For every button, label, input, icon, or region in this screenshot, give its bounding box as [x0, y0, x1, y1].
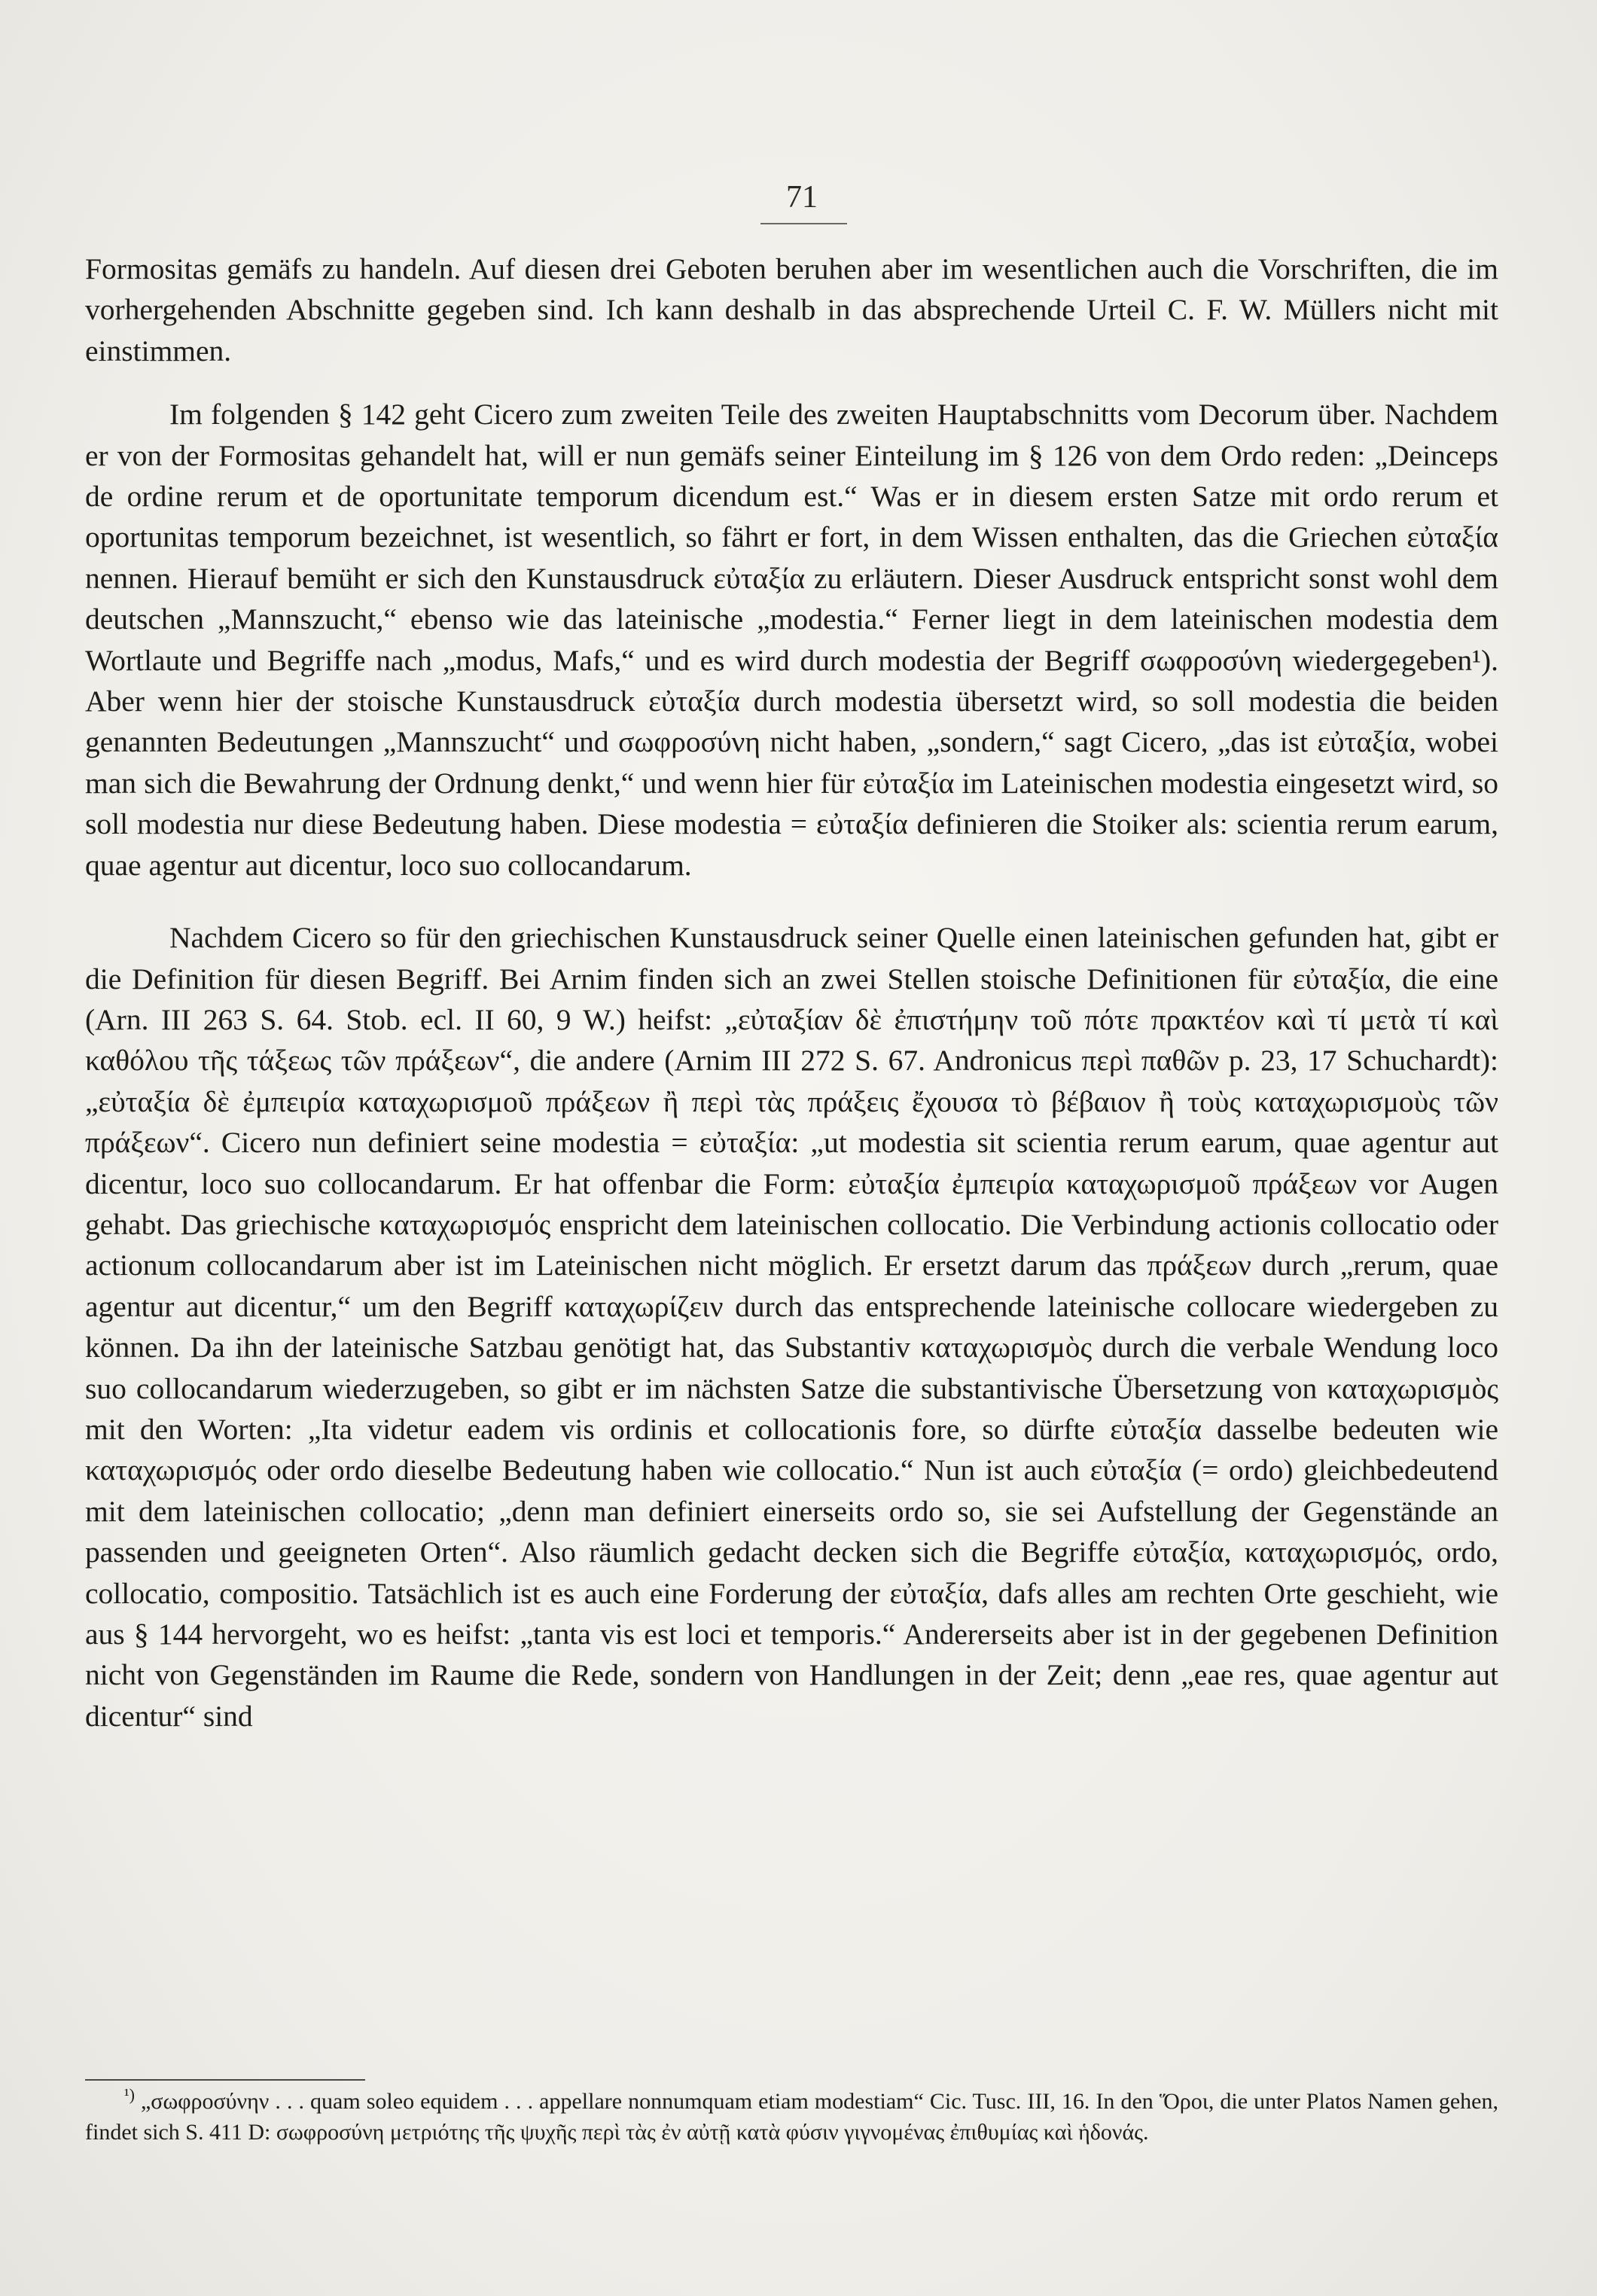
footnote-1-text: „σωφροσύνην . . . quam soleo equidem . . . appellare nonnumquam etiam modestiam“ Cic. Tusc. III, 16. In den Ὅροι, die unter Platos Namen gehen, findet sich S. 411 D: σωφροσύνη μετριότης τῆς ψυχῆς περὶ τὰς ἐν αὐτῇ κατὰ φύσιν γιγνομένας ἐπιθυμίας καὶ ἡδονάς.	[85, 2089, 1498, 2145]
paragraph-3: Nachdem Cicero so für den griechischen Kunstausdruck seiner Quelle einen lateinischen gefunden hat, gibt er die Definition für diesen Begriff. Bei Arnim finden sich an zwei Stellen stoische Definitionen für εὐταξία, die eine (Arn. III 263 S. 64. Stob. ecl. II 60, 9 W.) heifst: „εὐταξίαν δὲ ἐπιστήμην τοῦ πότε πρακτέον καὶ τί μετὰ τί καὶ καθόλου τῆς τάξεως τῶν πράξεων“, die andere (Arnim III 272 S. 67. Andronicus περὶ παθῶν p. 23, 17 Schuchardt): „εὐταξία δὲ ἐμπειρία καταχωρισμοῦ πράξεων ἢ περὶ τὰς πράξεις ἔχουσα τὸ βέβαιον ἢ τοὺς καταχωρισμοὺς τῶν πράξεων“. Cicero nun definiert seine modestia = εὐταξία: „ut modestia sit scientia rerum earum, quae agentur aut dicentur, loco suo collocandarum. Er hat offenbar die Form: εὐταξία ἐμπειρία καταχωρισμοῦ πράξεων vor Augen gehabt. Das griechische καταχωρισμός enspricht dem lateinischen collocatio. Die Verbindung actionis collocatio oder actionum collocandarum aber ist im Lateinischen nicht möglich. Er ersetzt darum das πράξεων durch „rerum, quae agentur aut dicentur,“ um den Begriff καταχωρίζειν durch das entsprechende lateinische collocare wiedergeben zu können. Da ihn der lateinische Satzbau genötigt hat, das Substantiv καταχωρισμὸς durch die verbale Wendung loco suo collocandarum wiederzugeben, so gibt er im nächsten Satze die substantivische Übersetzung von καταχωρισμὸς mit den Worten: „Ita videtur eadem vis ordinis et collocationis fore, so dürfte εὐταξία dasselbe bedeuten wie καταχωρισμός oder ordo dieselbe Bedeutung haben wie collocatio.“ Nun ist auch εὐταξία (= ordo) gleichbedeutend mit dem lateinischen collocatio; „denn man definiert einerseits ordo so, sie sei Aufstellung der Gegenstände an passenden und geeigneten Orten“. Also räumlich gedacht decken sich die Begriffe εὐταξία, καταχωρισμός, ordo, collocatio, compositio. Tatsächlich ist es auch eine Forderung der εὐταξία, dafs alles am rechten Orte geschieht, wie aus § 144 hervorgeht, wo es heifst: „tanta vis est loci et temporis.“ Andererseits aber ist in der gegebenen Definition nicht von Gegenständen im Raume die Rede, sondern von Handlungen in der Zeit; denn „eae res, quae agentur aut dicentur“ sind	[85, 921, 1498, 1733]
footnotes-block	[85, 2086, 1498, 2148]
paragraph-1: Formositas gemäfs zu handeln. Auf diesen drei Geboten beruhen aber im wesentlichen auch die Vorschriften, die im vorhergehenden Abschnitte gegeben sind. Ich kann deshalb in das absprechende Urteil C. F. W. Müllers nicht mit einstimmen.	[85, 252, 1498, 367]
footnote-1	[85, 2086, 1498, 2148]
footnote-1-mark: ¹)	[124, 2085, 135, 2104]
footnote-divider	[85, 2079, 365, 2081]
paragraph-2: Im folgenden § 142 geht Cicero zum zweiten Teile des zweiten Hauptabschnitts vom Decorum über. Nachdem er von der Formositas gehandelt hat, will er nun gemäfs seiner Einteilung im § 126 von dem Ordo reden: „Deinceps de ordine rerum et de oportunitate temporum dicendum est.“ Was er in diesem ersten Satze mit ordo rerum et oportunitas temporum bezeichnet, ist wesentlich, so fährt er fort, in dem Wissen enthalten, das die Griechen εὐταξία nennen. Hierauf bemüht er sich den Kunstausdruck εὐταξία zu erläutern. Dieser Ausdruck entspricht sonst wohl dem deutschen „Mannszucht,“ ebenso wie das lateinische „modestia.“ Ferner liegt in dem lateinischen modestia dem Wortlaute und Begriffe nach „modus, Mafs,“ und es wird durch modestia der Begriff σωφροσύνη wiedergegeben¹). Aber wenn hier der stoische Kunstausdruck εὐταξία durch modestia übersetzt wird, so soll modestia die beiden genannten Bedeutungen „Mannszucht“ und σωφροσύνη nicht haben, „sondern,“ sagt Cicero, „das ist εὐταξία, wobei man sich die Bewahrung der Ordnung denkt,“ und wenn hier für εὐταξία im Lateinischen modestia eingesetzt wird, so soll modestia nur diese Bedeutung haben. Diese modestia = εὐταξία definieren die Stoiker als: scientia rerum earum, quae agentur aut dicentur, loco suo collocandarum.	[85, 398, 1498, 882]
page-number: 71	[786, 180, 818, 215]
page-number-rule	[760, 223, 847, 224]
main-text-block	[85, 249, 1498, 1736]
